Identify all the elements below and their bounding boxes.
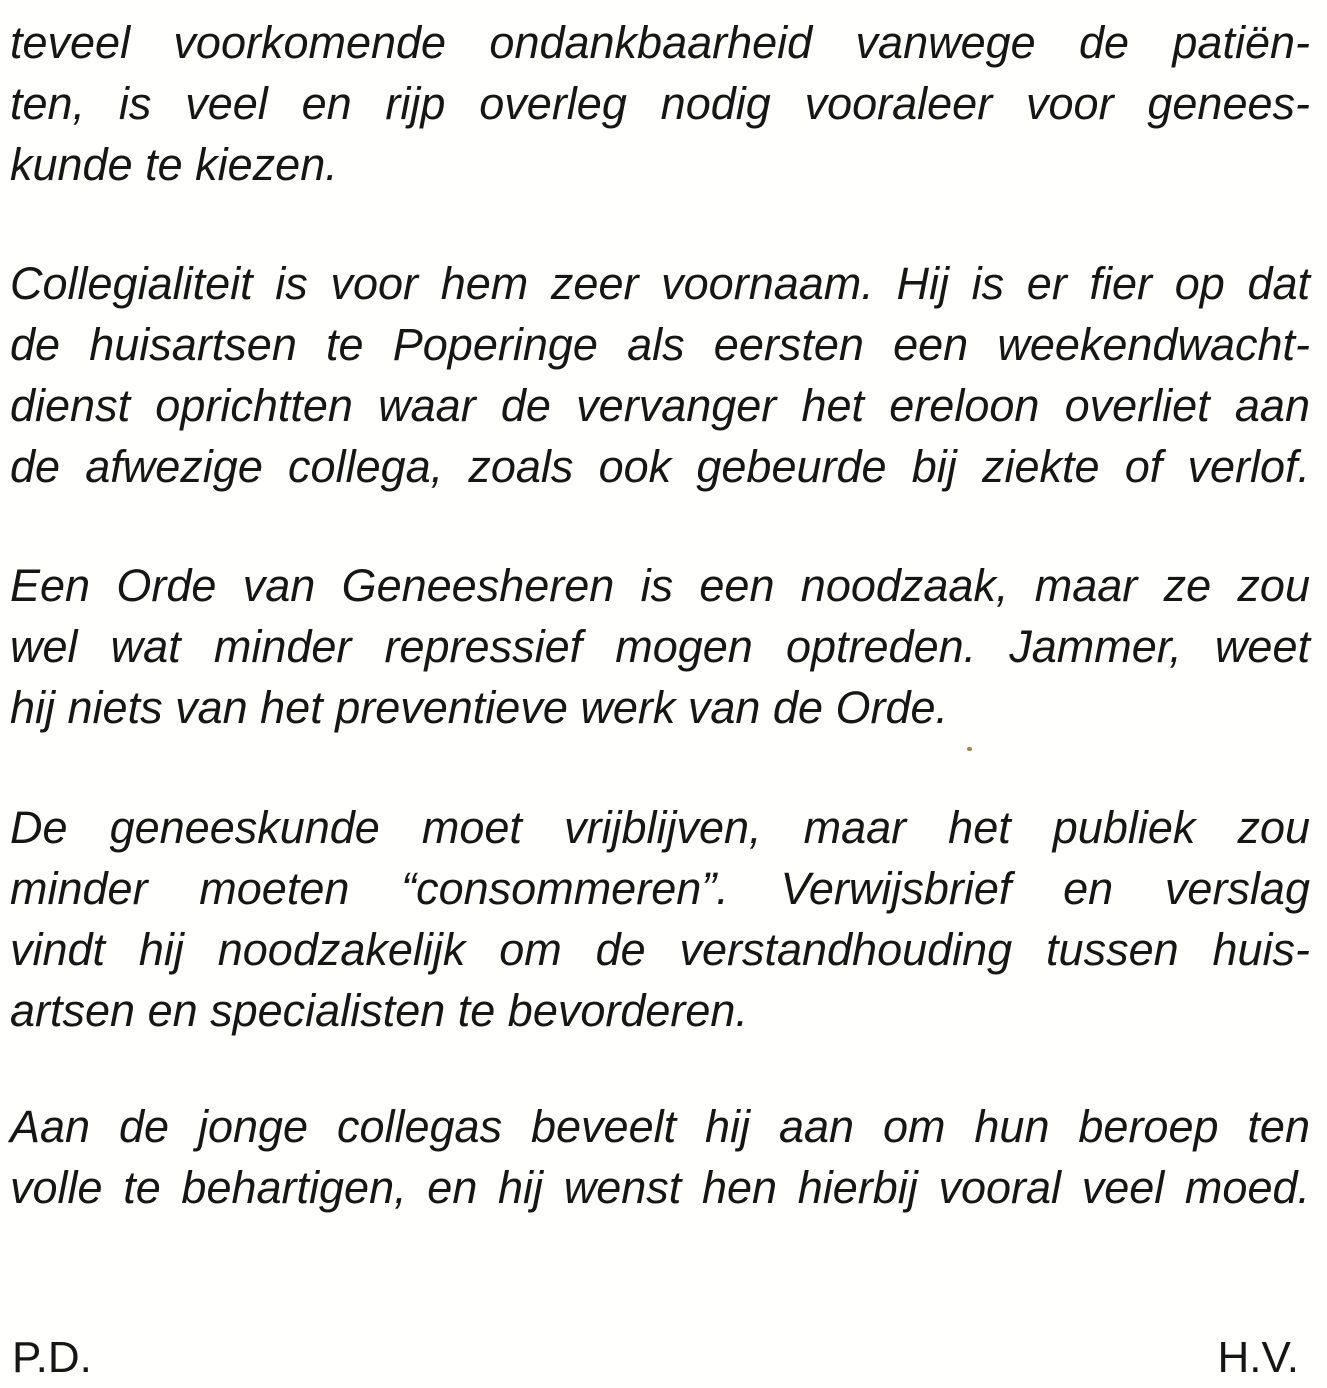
author-initials-left: P.D. bbox=[12, 1333, 92, 1382]
text-line: teveel voorkomende ondankbaarheid vanwege de patiën- bbox=[10, 17, 1310, 68]
text-line: De geneeskunde moet vrijblijven, maar het publiek zou bbox=[10, 802, 1310, 853]
text-line: dienst oprichtten waar de vervanger het ereloon overliet aan bbox=[10, 380, 1310, 431]
text-line: volle te behartigen, en hij wenst hen hierbij vooral veel moed. bbox=[10, 1162, 1310, 1213]
text-line: de huisartsen te Poperinge als eersten een weekendwacht- bbox=[10, 319, 1310, 370]
text-line: hij niets van het preventieve werk van de Orde. bbox=[10, 682, 949, 733]
paragraph-4 bbox=[10, 797, 1310, 1041]
paragraph-2 bbox=[10, 253, 1310, 497]
text-line: ten, is veel en rijp overleg nodig vooraleer voor genees- bbox=[10, 78, 1310, 129]
text-line: vindt hij noodzakelijk om de verstandhouding tussen huis- bbox=[10, 924, 1310, 975]
text-line: de afwezige collega, zoals ook gebeurde bij ziekte of verlof. bbox=[10, 441, 1310, 492]
paper-speck bbox=[967, 747, 972, 751]
author-initials-right: H.V. bbox=[1217, 1333, 1299, 1382]
paragraph-1 bbox=[10, 12, 1310, 195]
paragraph-5 bbox=[10, 1096, 1310, 1218]
text-line: Collegialiteit is voor hem zeer voornaam. Hij is er fier op dat bbox=[10, 258, 1310, 309]
text-line: minder moeten “consommeren”. Verwijsbrief en verslag bbox=[10, 863, 1310, 914]
text-line: artsen en specialisten te bevorderen. bbox=[10, 985, 748, 1036]
text-line: Een Orde van Geneesheren is een noodzaak, maar ze zou bbox=[10, 560, 1310, 611]
text-line: wel wat minder repressief mogen optreden. Jammer, weet bbox=[10, 621, 1310, 672]
paragraph-3 bbox=[10, 555, 1310, 738]
text-line: kunde te kiezen. bbox=[10, 139, 338, 190]
text-line: Aan de jonge collegas beveelt hij aan om hun beroep ten bbox=[10, 1101, 1310, 1152]
